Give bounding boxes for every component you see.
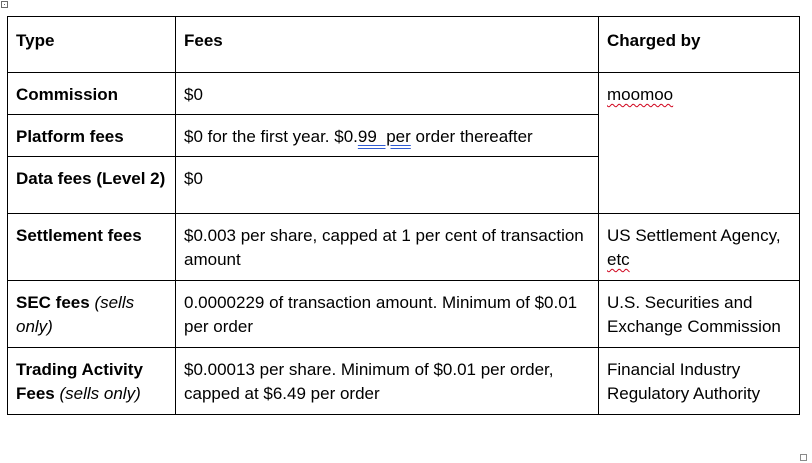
cell-charged-by[interactable] xyxy=(599,348,800,415)
table-header-row xyxy=(8,17,800,73)
fees-text: $0.003 per share, capped at 1 per cent of transaction amount xyxy=(184,226,584,269)
column-header-type[interactable]: Type xyxy=(8,17,176,73)
cell-fees[interactable] xyxy=(176,157,599,214)
type-note: (sells only) xyxy=(16,293,135,336)
fees-text: 0.0000229 of transaction amount. Minimum of $0.01 per order xyxy=(184,293,578,336)
cell-type[interactable] xyxy=(8,73,176,115)
cell-type[interactable] xyxy=(8,214,176,281)
type-label: Platform fees xyxy=(16,127,124,146)
charged-by-text: moomoo xyxy=(607,85,674,104)
cell-type[interactable] xyxy=(8,157,176,214)
cell-charged-by[interactable] xyxy=(599,281,800,348)
spelling-flag-text: etc xyxy=(607,250,630,269)
charged-by-text: Financial Industry Regulatory Authority xyxy=(607,360,761,403)
type-note: (sells only) xyxy=(59,384,141,403)
fees-text: $0.00013 per share. Minimum of $0.01 per order, capped at $6.49 per order xyxy=(184,360,554,403)
table-move-handle[interactable] xyxy=(1,1,8,8)
cell-fees[interactable] xyxy=(176,281,599,348)
cell-type[interactable] xyxy=(8,115,176,157)
fees-text: $0 xyxy=(184,169,203,188)
type-label: SEC fees xyxy=(16,293,90,312)
type-label: Data fees (Level 2) xyxy=(16,169,166,188)
cell-fees[interactable] xyxy=(176,214,599,281)
type-label: Settlement fees xyxy=(16,226,142,245)
column-header-fees[interactable]: Fees xyxy=(176,17,599,73)
cell-fees[interactable] xyxy=(176,115,599,157)
fees-table xyxy=(7,16,800,415)
table-resize-handle[interactable] xyxy=(800,454,807,461)
cell-charged-by[interactable] xyxy=(599,214,800,281)
fees-text-continued: order thereafter xyxy=(410,127,533,146)
charged-by-text: US Settlement Agency, xyxy=(607,226,781,245)
table-row xyxy=(8,348,800,415)
fees-text: $0 for the first year. $0. xyxy=(184,127,358,146)
cell-fees[interactable] xyxy=(176,348,599,415)
type-label: Commission xyxy=(16,85,119,104)
cell-type[interactable] xyxy=(8,281,176,348)
cell-charged-by[interactable] xyxy=(599,73,800,214)
cell-type[interactable] xyxy=(8,348,176,415)
column-header-charged-by[interactable]: Charged by xyxy=(599,17,800,73)
table-row xyxy=(8,214,800,281)
table-row xyxy=(8,73,800,115)
table-row xyxy=(8,281,800,348)
fees-text: $0 xyxy=(184,85,203,104)
charged-by-text: U.S. Securities and Exchange Commission xyxy=(607,293,781,336)
cell-fees[interactable] xyxy=(176,73,599,115)
grammar-flag-text: 99 per xyxy=(357,127,411,146)
type-label: Trading Activity Fees xyxy=(16,360,143,403)
